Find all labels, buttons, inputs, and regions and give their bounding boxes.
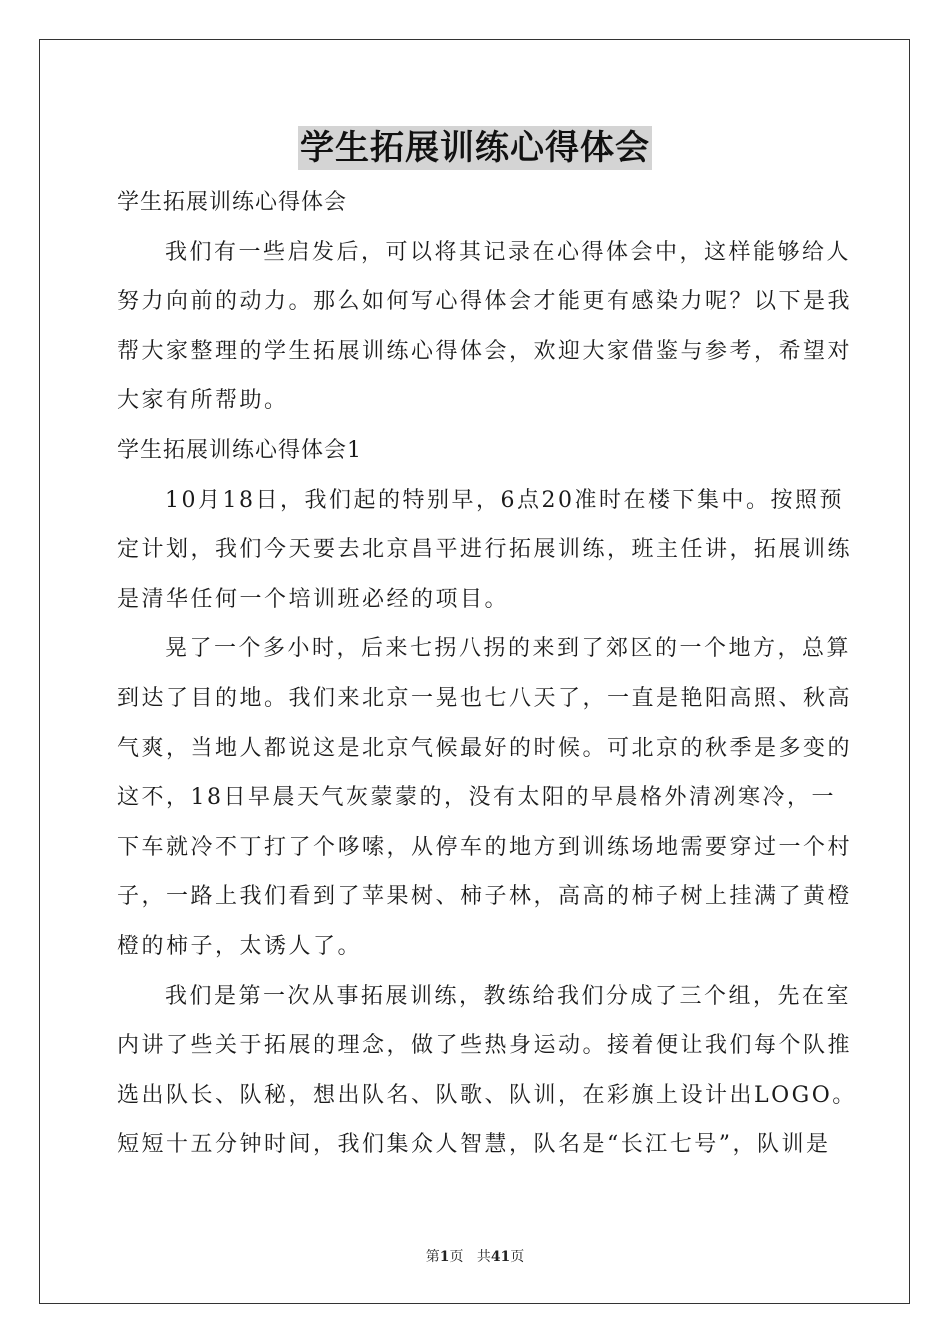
paragraph-line: 是清华任何一个培训班必经的项目。 [117, 586, 510, 612]
total-page-count: 41 [490, 1249, 511, 1265]
page-footer [0, 1246, 950, 1266]
title-container [0, 126, 950, 170]
paragraph-line: 短短十五分钟时间，我们集众人智慧，队名是“长江七号”，队训是 [117, 1132, 831, 1158]
section-heading: 学生拓展训练心得体会1 [117, 437, 362, 463]
paragraph-line: 我们有一些启发后，可以将其记录在心得体会中，这样能够给人 [165, 239, 852, 265]
paragraph-line: 橙的柿子，太诱人了。 [117, 933, 363, 959]
current-page-number: 1 [439, 1249, 450, 1265]
paragraph-line: 这不，18日早晨天气灰蒙蒙的，没有太阳的早晨格外清冽寒冷，一 [117, 785, 836, 811]
section-heading: 学生拓展训练心得体会 [117, 190, 348, 215]
paragraph-line: 我们是第一次从事拓展训练，教练给我们分成了三个组，先在室 [165, 983, 852, 1009]
paragraph-line: 子，一路上我们看到了苹果树、柿子林，高高的柿子树上挂满了黄橙 [117, 884, 853, 910]
paragraph-line: 10月18日，我们起的特别早，6点20准时在楼下集中。按照预 [165, 487, 844, 513]
paragraph-line: 大家有所帮助。 [117, 388, 289, 414]
paragraph-line: 努力向前的动力。那么如何写心得体会才能更有感染力呢？以下是我 [117, 289, 853, 315]
paragraph-line: 下车就冷不丁打了个哆嗦，从停车的地方到训练场地需要穿过一个村 [117, 834, 853, 860]
total-suffix: 页 [510, 1249, 525, 1265]
paragraph-line: 晃了一个多小时，后来七拐八拐的来到了郊区的一个地方，总算 [165, 636, 852, 662]
paragraph-line: 帮大家整理的学生拓展训练心得体会，欢迎大家借鉴与参考，希望对 [117, 338, 853, 364]
document-title: 学生拓展训练心得体会 [300, 128, 650, 168]
paragraph-line: 内讲了些关于拓展的理念，做了些热身运动。接着便让我们每个队推 [117, 1033, 853, 1059]
page-prefix: 第 [425, 1249, 440, 1265]
page-suffix: 页 [449, 1249, 464, 1265]
document-body [117, 178, 857, 1170]
paragraph-line: 定计划，我们今天要去北京昌平进行拓展训练，班主任讲，拓展训练 [117, 537, 853, 563]
paragraph-line: 气爽，当地人都说这是北京气候最好的时候。可北京的秋季是多变的 [117, 735, 853, 761]
paragraph-line: 选出队长、队秘，想出队名、队歌、队训，在彩旗上设计出LOGO。 [117, 1082, 857, 1108]
total-prefix: 共 [476, 1249, 491, 1265]
paragraph-line: 到达了目的地。我们来北京一晃也七八天了，一直是艳阳高照、秋高 [117, 685, 853, 711]
